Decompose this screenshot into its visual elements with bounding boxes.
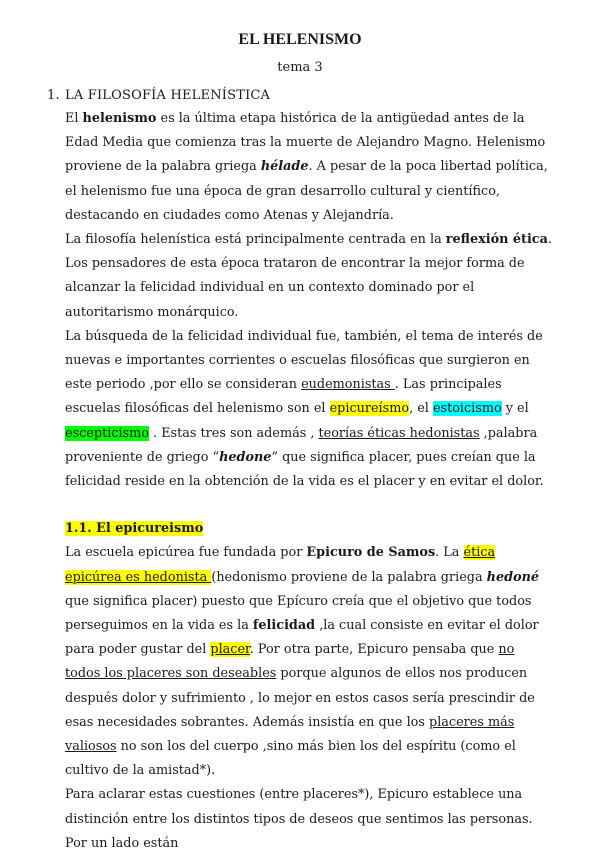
paragraph-intro — [65, 107, 553, 228]
term-placeres-valiosos: placeres más valiosos — [65, 714, 515, 755]
text: porque algunos de ellos nos producen después dolor y sufrimiento , lo mejor en estos casos sería prescindir de esas necesidades sobrantes. Además insistía en que los — [65, 666, 535, 730]
text: que significa placer) puesto que Epícuro creía que el objetivo que todos perseguimos en la vida es la — [65, 593, 532, 634]
term-hedone: hedone — [219, 449, 272, 465]
term-no-todos-placeres: no todos los placeres son deseables — [65, 642, 515, 682]
term-reflexion-etica: reflexión ética — [445, 232, 548, 248]
text: (hedonismo proviene de la palabra griega — [211, 569, 487, 585]
document-body — [65, 107, 553, 856]
text: ,la cual consiste en evitar el dolor para poder gustar del — [65, 618, 539, 658]
term-eudemonistas: eudemonistas — [301, 377, 395, 393]
section-title: LA FILOSOFÍA HELENÍSTICA — [65, 88, 271, 103]
section-heading — [47, 88, 270, 103]
text: . Las principales escuelas filosóficas del helenismo son el — [65, 377, 502, 417]
term-hedone-2: hedoné — [486, 569, 540, 585]
text: La filosofía helenística está principalmente centrada en la — [65, 232, 446, 248]
text: y el — [501, 401, 529, 417]
highlight-escepticismo: escepticismo — [65, 425, 149, 441]
section-number: 1. — [47, 88, 60, 103]
term-helenismo: helenismo — [82, 111, 157, 126]
subsection-title: 1.1. El epicureismo — [65, 521, 204, 537]
paragraph-epicureism — [65, 541, 553, 783]
text: La búsqueda de la felicidad individual fue, también, el tema de interés de nuevas e importantes corrientes o escuelas filosóficas que surgieron en este periodo ,por ello se consideran — [65, 328, 543, 393]
text: es la última etapa histórica de la antigüedad antes de la Edad Media que comienza tras la muerte de Alejandro Magno. Helenismo proviene de la palabra griega — [65, 111, 546, 175]
text: La escuela epicúrea fue fundada por — [65, 545, 307, 561]
paragraph-ethics — [65, 228, 553, 325]
highlight-placer: placer — [210, 642, 250, 658]
text: ” que significa placer, pues creían que la felicidad reside en la obtención de la vida es el placer y en evitar el dolor. — [65, 449, 544, 490]
text: El — [65, 111, 83, 126]
term-teorias-hedonistas: teorías éticas hedonistas — [318, 425, 480, 441]
highlight-epicureismo: epicureísmo — [329, 401, 410, 417]
highlight-etica-epicurea: ética epicúrea es hedonista — [65, 545, 496, 585]
term-helade: hélade — [260, 159, 309, 175]
text: . Los pensadores de esta época trataron de encontrar la mejor forma de alcanzar la felicidad individual en un contexto dominado por el autoritarismo monárquico. — [65, 232, 552, 320]
paragraph-deseos — [65, 783, 553, 856]
highlight-estoicismo: estoicismo — [432, 401, 502, 417]
text: . A pesar de la poca libertad política, el helenismo fue una época de gran desarrollo cultural y científico, destacando en ciudades como Atenas y Alejandría. — [65, 159, 548, 223]
paragraph-schools — [65, 325, 553, 494]
subsection-heading — [65, 517, 553, 541]
term-epicuro: Epicuro de Samos — [306, 545, 436, 561]
text: ,palabra proveniente de griego “ — [65, 425, 538, 465]
text: . Por otra parte, Epicuro pensaba que — [249, 642, 499, 658]
text: . Estas tres son además , — [148, 425, 319, 441]
text: , el — [409, 401, 433, 417]
document-title: EL HELENISMO — [238, 31, 362, 48]
text: . La — [435, 545, 464, 561]
text: Para aclarar estas cuestiones (entre placeres*), Epicuro establece una distinción entre los distintos tipos de deseos que sentimos las personas. Por un lado están — [65, 787, 533, 851]
text: no son los del cuerpo ,sino más bien los del espíritu (como el cultivo de la amistad*). — [65, 739, 516, 779]
term-felicidad: felicidad — [252, 618, 316, 634]
document-subtitle: tema 3 — [277, 60, 323, 75]
